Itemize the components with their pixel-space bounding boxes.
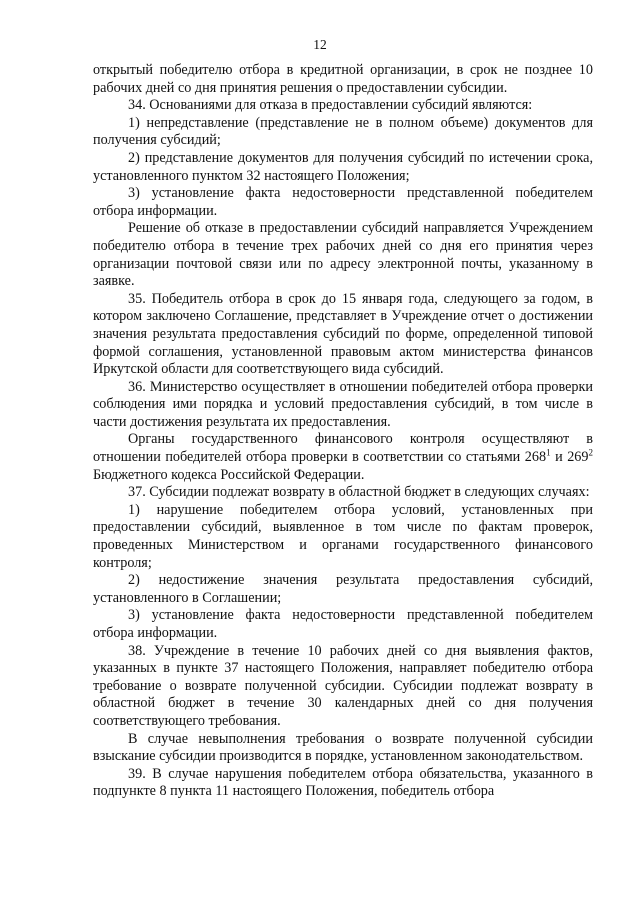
paragraph-39: 39. В случае нарушения победителем отбора обязательства, указанного в подпункте 8 пункта 11 настоящего Положения, победитель отбора bbox=[93, 765, 593, 800]
paragraph-34-item-3: 3) установление факта недостоверности представленной победителем отбора информации. bbox=[93, 185, 593, 219]
paragraph-34-item-1: 1) непредставление (представление не в полном объеме) документов для получения субсидий; bbox=[93, 114, 593, 149]
superscript-2: 2 bbox=[588, 447, 593, 458]
page-number: 12 bbox=[313, 37, 327, 52]
paragraph-34-refusal-notice: Решение об отказе в предоставлении субсидий направляется Учреждением победителю отбора в течение трех рабочих дней со дня его принятия через организации почтовой связи или по адресу электронной почты, указанному в заявке. bbox=[93, 220, 593, 290]
paragraph-36: 36. Министерство осуществляет в отношении победителей отбора проверки соблюдения ими порядка и условий предоставления субсидий, в том числе в части достижения результата их предоставления. bbox=[93, 378, 593, 430]
paragraph-36-control bbox=[93, 431, 593, 484]
superscript-1: 1 bbox=[546, 447, 551, 458]
paragraph-36-control-text-a: Органы государственного финансового контроля осуществляют в отношении победителей отбора проверки в соответствии со статьями 268 bbox=[93, 431, 593, 466]
document-body bbox=[93, 62, 593, 801]
paragraph-continuation: открытый победителю отбора в кредитной организации, в срок не позднее 10 рабочих дней со дня принятия решения о предоставлении субсидии. bbox=[93, 62, 593, 96]
paragraph-37-item-3: 3) установление факта недостоверности представленной победителем отбора информации. bbox=[93, 607, 593, 641]
paragraph-38-enforcement: В случае невыполнения требования о возврате полученной субсидии взыскание субсидии производится в порядке, установленном законодательством. bbox=[93, 730, 593, 765]
paragraph-36-control-text-c: Бюджетного кодекса Российской Федерации. bbox=[93, 466, 365, 483]
paragraph-38: 38. Учреждение в течение 10 рабочих дней со дня выявления фактов, указанных в пункте 37 настоящего Положения, направляет победителю отбора требование о возврате полученной субсидии. Субсидии подлежат возврату в областной бюджет в течение 30 календарных дней со дня получения соответствующего требования. bbox=[93, 642, 593, 729]
paragraph-36-control-text-b: и 269 bbox=[550, 449, 589, 466]
paragraph-37-item-2: 2) недостижение значения результата предоставления субсидий, установленного в Соглашении; bbox=[93, 572, 593, 606]
paragraph-34-item-2: 2) представление документов для получения субсидий по истечении срока, установленного пунктом 32 настоящего Положения; bbox=[93, 149, 593, 184]
paragraph-35: 35. Победитель отбора в срок до 15 января года, следующего за годом, в котором заключено Соглашение, представляет в Учреждение отчет о достижении значения результата предоставления субсидий по форме, определенной типовой формой соглашения, установленной правовым актом министерства финансов Иркутской области для соответствующего вида субсидий. bbox=[93, 290, 593, 378]
paragraph-37: 37. Субсидии подлежат возврату в областной бюджет в следующих случаях: bbox=[128, 484, 590, 501]
paragraph-37-item-1: 1) нарушение победителем отбора условий, установленных при предоставлении субсидий, выявленное в том числе по фактам проверок, проведенных Министерством и органами государственного финансового контроля; bbox=[93, 501, 593, 571]
paragraph-34: 34. Основаниями для отказа в предоставлении субсидий являются: bbox=[128, 97, 533, 114]
